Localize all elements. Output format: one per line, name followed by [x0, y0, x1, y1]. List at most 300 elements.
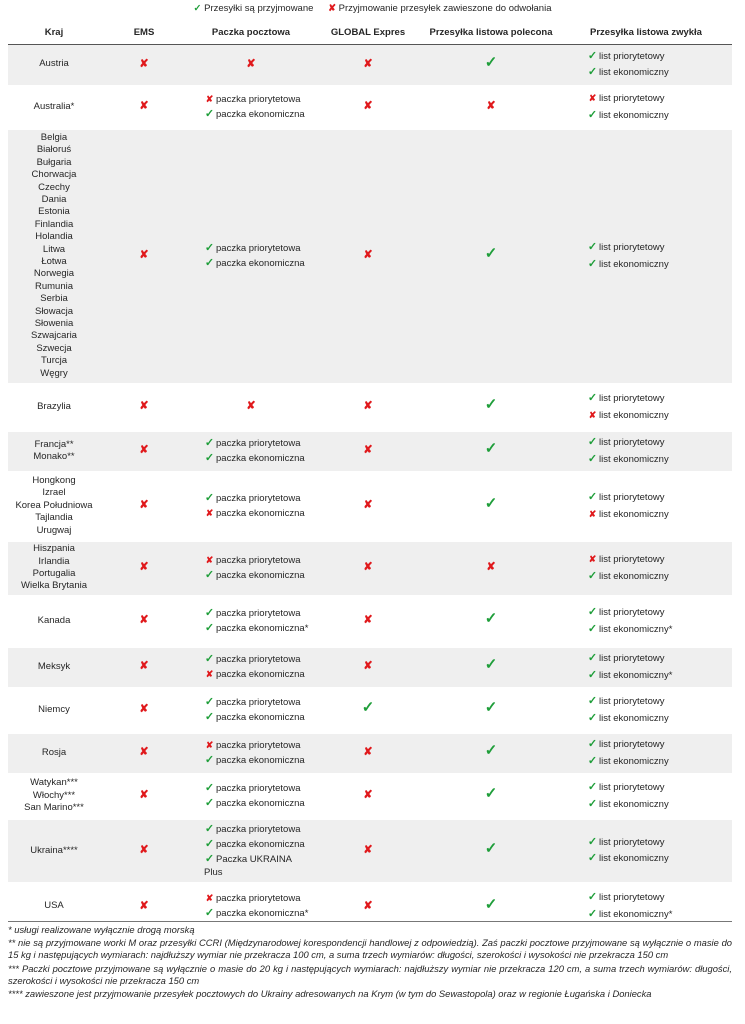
check-icon: ✓ [484, 699, 498, 717]
check-icon: ✓ [587, 436, 598, 449]
cross-icon: ✘ [139, 844, 149, 857]
country-cell [8, 44, 100, 86]
cross-icon: ✘ [139, 100, 149, 113]
option-label: list priorytetowy [599, 393, 665, 405]
check-icon: ✓ [587, 797, 598, 810]
country-cell [8, 540, 100, 596]
country-name: Watykan*** [30, 777, 78, 789]
country-name: Łotwa [41, 256, 67, 267]
parcel-cell [188, 472, 314, 540]
ordinary-letter-cell [560, 86, 732, 128]
option-item [562, 712, 730, 725]
cross-icon: ✘ [486, 100, 496, 113]
country-name: Chorwacja [31, 169, 77, 181]
option-label: paczka ekonomiczna [216, 258, 305, 269]
cross-icon: ✘ [139, 249, 149, 262]
option-label: paczka ekonomiczna* [216, 623, 309, 634]
option-item [562, 836, 730, 849]
ems-cell [100, 86, 188, 128]
option-label: list ekonomiczny [599, 453, 669, 465]
global-expres-cell [314, 472, 422, 540]
option-item [190, 754, 312, 767]
check-icon: ✓ [484, 440, 498, 458]
parcel-cell [188, 596, 314, 646]
check-icon: ✓ [204, 452, 215, 464]
cross-icon: ✘ [363, 844, 373, 857]
country-name: Finlandia [34, 218, 74, 230]
registered-letter-cell [422, 774, 560, 818]
global-expres-cell [314, 818, 422, 884]
check-icon: ✓ [587, 257, 598, 270]
option-label: list ekonomiczny [599, 67, 669, 78]
option-label: list priorytetowy [599, 696, 665, 708]
check-icon: ✓ [587, 891, 598, 904]
option-label: paczka priorytetowa [216, 823, 301, 835]
country-cell [8, 430, 100, 472]
parcel-cell [188, 384, 314, 430]
registered-letter-cell [422, 540, 560, 596]
option-item [562, 50, 730, 63]
option-label: paczka ekonomiczna [216, 570, 305, 581]
table-row [8, 472, 732, 540]
option-label: list ekonomiczny [599, 712, 669, 724]
option-item [190, 93, 312, 106]
registered-letter-cell [422, 86, 560, 128]
option-label: paczka ekonomiczna [216, 798, 305, 809]
country-name: Austria [39, 58, 69, 70]
cross-icon: ✘ [139, 703, 149, 716]
option-item [190, 108, 312, 121]
check-icon: ✓ [587, 108, 598, 121]
global-expres-cell [314, 732, 422, 774]
option-item [562, 241, 730, 254]
check-icon: ✓ [484, 396, 498, 414]
cross-icon: ✘ [246, 57, 256, 70]
ems-cell [100, 732, 188, 774]
global-expres-cell [314, 384, 422, 430]
cross-icon: ✘ [486, 561, 496, 574]
col-header-registered-letter: Przesyłka listowa polecona [422, 22, 560, 44]
col-header-ordinary-letter: Przesyłka listowa zwykła [560, 22, 732, 44]
ordinary-letter-cell [560, 646, 732, 688]
option-item [562, 258, 730, 271]
parcel-cell [188, 818, 314, 884]
option-item [562, 669, 730, 682]
check-icon: ✓ [484, 495, 498, 513]
check-icon: ✓ [484, 656, 498, 674]
country-name: Serbia [40, 293, 68, 305]
check-icon: ✓ [204, 606, 215, 619]
col-header-parcel: Paczka pocztowa [188, 22, 314, 44]
option-label: paczka priorytetowa [216, 696, 301, 708]
check-icon: ✓ [193, 3, 202, 14]
check-icon: ✓ [587, 606, 598, 619]
table-row [8, 44, 732, 86]
global-expres-cell [314, 596, 422, 646]
option-label: list priorytetowy [599, 50, 665, 62]
country-name: Szwecja [36, 342, 72, 354]
option-item [562, 92, 730, 105]
footnote: *** Paczki pocztowe przyjmowane są wyłącznie o masie do 20 kg i następujących wymiarach: najdłuższy wymiar nie przekracza 120 cm, a suma trzech wymiarów: długości, szerokości i wysokości nie przekracza 150 cm [8, 962, 732, 986]
country-name: Czechy [38, 181, 70, 193]
country-name: Belgia [40, 131, 68, 143]
ems-cell [100, 384, 188, 430]
check-icon: ✓ [204, 241, 215, 254]
option-item [562, 623, 730, 636]
table-row [8, 732, 732, 774]
option-label: Paczka UKRAINA Plus [204, 854, 292, 878]
option-item [562, 409, 730, 422]
option-label: list priorytetowy [599, 892, 665, 904]
option-item [562, 908, 730, 921]
cross-icon: ✘ [363, 57, 373, 70]
option-item [190, 492, 312, 505]
option-item [190, 257, 312, 270]
check-icon: ✓ [204, 257, 215, 269]
country-name: Meksyk [37, 660, 71, 672]
cross-icon: ✘ [139, 400, 149, 413]
ems-cell [100, 596, 188, 646]
col-header-country: Kraj [8, 22, 100, 44]
option-item [562, 453, 730, 466]
option-item [190, 907, 312, 920]
option-label: paczka ekonomiczna [216, 508, 305, 519]
registered-letter-cell [422, 430, 560, 472]
country-name: Hiszpania [33, 543, 75, 555]
ordinary-letter-cell [560, 540, 732, 596]
check-icon: ✓ [484, 53, 498, 71]
country-name: Tajlandia [35, 512, 73, 524]
cross-icon: ✘ [139, 499, 149, 512]
option-item [562, 570, 730, 583]
option-label: list ekonomiczny [599, 755, 669, 767]
cross-icon: ✘ [139, 57, 149, 70]
parcel-cell [188, 128, 314, 384]
check-icon: ✓ [204, 797, 215, 809]
registered-letter-cell [422, 44, 560, 86]
registered-letter-cell [422, 688, 560, 732]
option-label: list priorytetowy [599, 93, 665, 105]
check-icon: ✓ [587, 622, 598, 635]
parcel-cell [188, 688, 314, 732]
option-item [190, 437, 312, 450]
option-item [562, 553, 730, 566]
option-item [190, 696, 312, 709]
option-label: list priorytetowy [599, 739, 665, 751]
cross-icon: ✘ [139, 561, 149, 574]
cross-icon: ✘ [205, 739, 214, 750]
option-label: list priorytetowy [599, 492, 665, 504]
option-label: list priorytetowy [599, 782, 665, 794]
cross-icon: ✘ [363, 614, 373, 627]
check-icon: ✓ [204, 491, 215, 504]
option-item [562, 491, 730, 504]
check-icon: ✓ [587, 852, 598, 865]
ordinary-letter-cell [560, 430, 732, 472]
country-name: Węgry [40, 367, 68, 379]
table-body [8, 44, 732, 928]
ordinary-letter-cell [560, 596, 732, 646]
check-icon: ✓ [204, 837, 215, 850]
country-name: Rosja [41, 746, 67, 758]
footnotes [8, 921, 732, 1001]
option-label: list ekonomiczny [599, 258, 669, 270]
legend-accepted [194, 3, 314, 14]
parcel-cell [188, 86, 314, 128]
footnote: * usługi realizowane wyłącznie drogą morską [8, 924, 195, 935]
option-item [190, 823, 312, 836]
ordinary-letter-cell [560, 688, 732, 732]
option-item [562, 606, 730, 619]
table-header [8, 22, 732, 44]
option-item [562, 652, 730, 665]
cross-icon: ✘ [363, 100, 373, 113]
option-label: paczka priorytetowa [216, 492, 301, 504]
parcel-cell [188, 430, 314, 472]
ordinary-letter-cell [560, 818, 732, 884]
check-icon: ✓ [204, 907, 215, 920]
option-label: paczka priorytetowa [216, 782, 301, 794]
country-cell [8, 774, 100, 818]
option-label: paczka ekonomiczna [216, 109, 305, 120]
check-icon: ✓ [587, 49, 598, 62]
parcel-cell [188, 774, 314, 818]
check-icon: ✓ [587, 907, 598, 920]
country-name: Francja** [34, 438, 74, 450]
check-icon: ✓ [204, 436, 215, 449]
country-name: Słowacja [34, 305, 74, 317]
table-row [8, 384, 732, 430]
cross-icon: ✘ [139, 660, 149, 673]
ems-cell [100, 44, 188, 86]
registered-letter-cell [422, 596, 560, 646]
ems-cell [100, 472, 188, 540]
cross-icon: ✘ [205, 669, 214, 679]
global-expres-cell [314, 44, 422, 86]
country-cell [8, 732, 100, 774]
option-label: paczka priorytetowa [216, 892, 301, 904]
parcel-cell [188, 646, 314, 688]
global-expres-cell [314, 540, 422, 596]
country-name: Hongkong [32, 474, 76, 486]
cross-icon: ✘ [363, 400, 373, 413]
country-cell [8, 596, 100, 646]
option-label: list ekonomiczny [599, 508, 669, 520]
cross-icon: ✘ [363, 499, 373, 512]
cross-icon: ✘ [363, 789, 373, 802]
parcel-cell [188, 44, 314, 86]
option-item [562, 695, 730, 708]
ordinary-letter-cell [560, 774, 732, 818]
ordinary-letter-cell [560, 128, 732, 384]
country-name: Portugalia [32, 568, 76, 579]
cross-icon: ✘ [205, 508, 214, 518]
check-icon: ✓ [587, 241, 598, 254]
option-item [190, 668, 312, 681]
option-label: paczka ekonomiczna [216, 453, 305, 464]
option-item [562, 66, 730, 79]
option-label: paczka priorytetowa [216, 739, 301, 751]
table-row [8, 86, 732, 128]
country-name: Monako** [33, 451, 75, 462]
check-icon: ✓ [204, 622, 215, 634]
footnote: ** nie są przyjmowane worki M oraz przesyłki CCRI (Międzynarodowej korespondencji handlowej z odpowiedzią). Zaś paczki pocztowe przyjmowane są wyłącznie o masie do 15 kg i następujących wymiarach: najdłuższy wymiar nie przekracza 100 cm, a suma trzech wymiarów: długości, szerokości i wysokości nie przekracza 150 cm [8, 937, 732, 961]
check-icon: ✓ [204, 569, 215, 581]
ems-cell [100, 128, 188, 384]
option-label: list ekonomiczny [599, 570, 669, 582]
country-name: Irlandia [38, 555, 70, 567]
cross-icon: ✘ [139, 614, 149, 627]
option-label: list ekonomiczny [599, 109, 669, 121]
check-icon: ✓ [587, 569, 598, 582]
table-row [8, 646, 732, 688]
country-name: Bułgaria [36, 156, 72, 168]
option-label: paczka priorytetowa [216, 93, 301, 105]
check-icon: ✓ [587, 695, 598, 708]
check-icon: ✓ [587, 711, 598, 724]
option-item [562, 852, 730, 865]
check-icon: ✓ [587, 738, 598, 751]
country-name: San Marino*** [24, 802, 84, 814]
option-label: list ekonomiczny [599, 409, 669, 421]
option-label: paczka priorytetowa [216, 242, 301, 254]
cross-icon: ✘ [363, 444, 373, 457]
table-row [8, 774, 732, 818]
option-label: list priorytetowy [599, 554, 665, 566]
check-icon: ✓ [484, 245, 498, 263]
table-row [8, 430, 732, 472]
global-expres-cell [314, 688, 422, 732]
cross-icon: ✘ [588, 409, 597, 420]
option-label: list priorytetowy [599, 437, 665, 449]
option-label: list ekonomiczny [599, 853, 669, 865]
table-row [8, 818, 732, 884]
check-icon: ✓ [587, 491, 598, 504]
cross-icon: ✘ [205, 93, 214, 104]
check-icon: ✓ [204, 754, 215, 766]
check-icon: ✓ [484, 895, 498, 913]
check-icon: ✓ [204, 822, 215, 835]
option-label: paczka priorytetowa [216, 554, 301, 566]
country-name: Ukraina**** [30, 844, 78, 856]
country-name: Brazylia [37, 400, 71, 412]
check-icon: ✓ [204, 853, 215, 866]
check-icon: ✓ [204, 652, 215, 665]
option-item [190, 452, 312, 465]
col-header-global-expres: GLOBAL Expres [314, 22, 422, 44]
country-name: Wielka Brytania [21, 580, 87, 592]
legend-accepted-label: Przesyłki są przyjmowane [204, 3, 314, 14]
country-name: Dania [41, 193, 67, 205]
option-label: list ekonomiczny* [599, 623, 673, 635]
check-icon: ✓ [204, 695, 215, 708]
country-cell [8, 688, 100, 732]
option-label: list priorytetowy [599, 607, 665, 619]
option-item [190, 622, 312, 635]
option-label: list ekonomiczny* [599, 908, 673, 920]
parcel-cell [188, 540, 314, 596]
global-expres-cell [314, 128, 422, 384]
option-item [562, 508, 730, 521]
cross-icon: ✘ [363, 899, 373, 912]
registered-letter-cell [422, 128, 560, 384]
option-item [190, 569, 312, 582]
country-cell [8, 86, 100, 128]
legend-suspended [328, 3, 551, 14]
option-label: list priorytetowy [599, 836, 665, 848]
cross-icon: ✘ [139, 746, 149, 759]
ems-cell [100, 430, 188, 472]
registered-letter-cell [422, 732, 560, 774]
check-icon: ✓ [587, 781, 598, 794]
ordinary-letter-cell [560, 732, 732, 774]
option-label: list ekonomiczny* [599, 669, 673, 681]
country-name: Szwajcaria [31, 330, 77, 342]
country-name: Litwa [42, 243, 66, 255]
ordinary-letter-cell [560, 472, 732, 540]
country-name: USA [44, 900, 64, 912]
global-expres-cell [314, 430, 422, 472]
table-row [8, 128, 732, 384]
legend-suspended-label: Przyjmowanie przesyłek zawieszone do odwołania [338, 3, 552, 14]
ordinary-letter-cell [560, 44, 732, 86]
option-item [190, 242, 312, 255]
check-icon: ✓ [204, 108, 215, 120]
option-label: paczka ekonomiczna* [216, 908, 309, 920]
country-name: Rumunia [34, 280, 74, 292]
registered-letter-cell [422, 472, 560, 540]
ems-cell [100, 540, 188, 596]
cross-icon: ✘ [363, 660, 373, 673]
ems-cell [100, 688, 188, 732]
country-name: Australia* [33, 100, 75, 112]
option-item [562, 436, 730, 449]
option-label: paczka ekonomiczna [216, 669, 305, 680]
check-icon: ✓ [587, 66, 598, 78]
country-name: Słowenia [34, 318, 74, 330]
option-item [562, 891, 730, 904]
country-name: Estonia [38, 206, 70, 218]
check-icon: ✓ [361, 699, 375, 717]
cross-icon: ✘ [588, 93, 597, 104]
check-icon: ✓ [587, 754, 598, 767]
option-item [562, 755, 730, 768]
registered-letter-cell [422, 646, 560, 688]
option-item [190, 507, 312, 520]
cross-icon: ✘ [139, 444, 149, 457]
parcel-cell [188, 732, 314, 774]
country-cell [8, 472, 100, 540]
country-cell [8, 128, 100, 384]
country-name: Włochy*** [32, 789, 76, 801]
check-icon: ✓ [484, 785, 498, 803]
check-icon: ✓ [587, 652, 598, 665]
cross-icon: ✘ [139, 789, 149, 802]
option-item [190, 554, 312, 567]
option-label: paczka ekonomiczna [216, 838, 305, 850]
cross-icon: ✘ [205, 554, 214, 565]
legend [0, 3, 745, 14]
footnote: **** zawieszone jest przyjmowanie przesyłek pocztowych do Ukrainy adresowanych na Krym (w tym do Sewastopola) oraz w regionie Ługańska i Doniecka [8, 988, 652, 1000]
country-name: Holandia [35, 231, 73, 243]
check-icon: ✓ [587, 392, 598, 405]
option-item [562, 738, 730, 751]
option-item [190, 782, 312, 795]
option-item [190, 853, 312, 879]
option-item [562, 392, 730, 405]
option-item [562, 798, 730, 811]
registered-letter-cell [422, 384, 560, 430]
